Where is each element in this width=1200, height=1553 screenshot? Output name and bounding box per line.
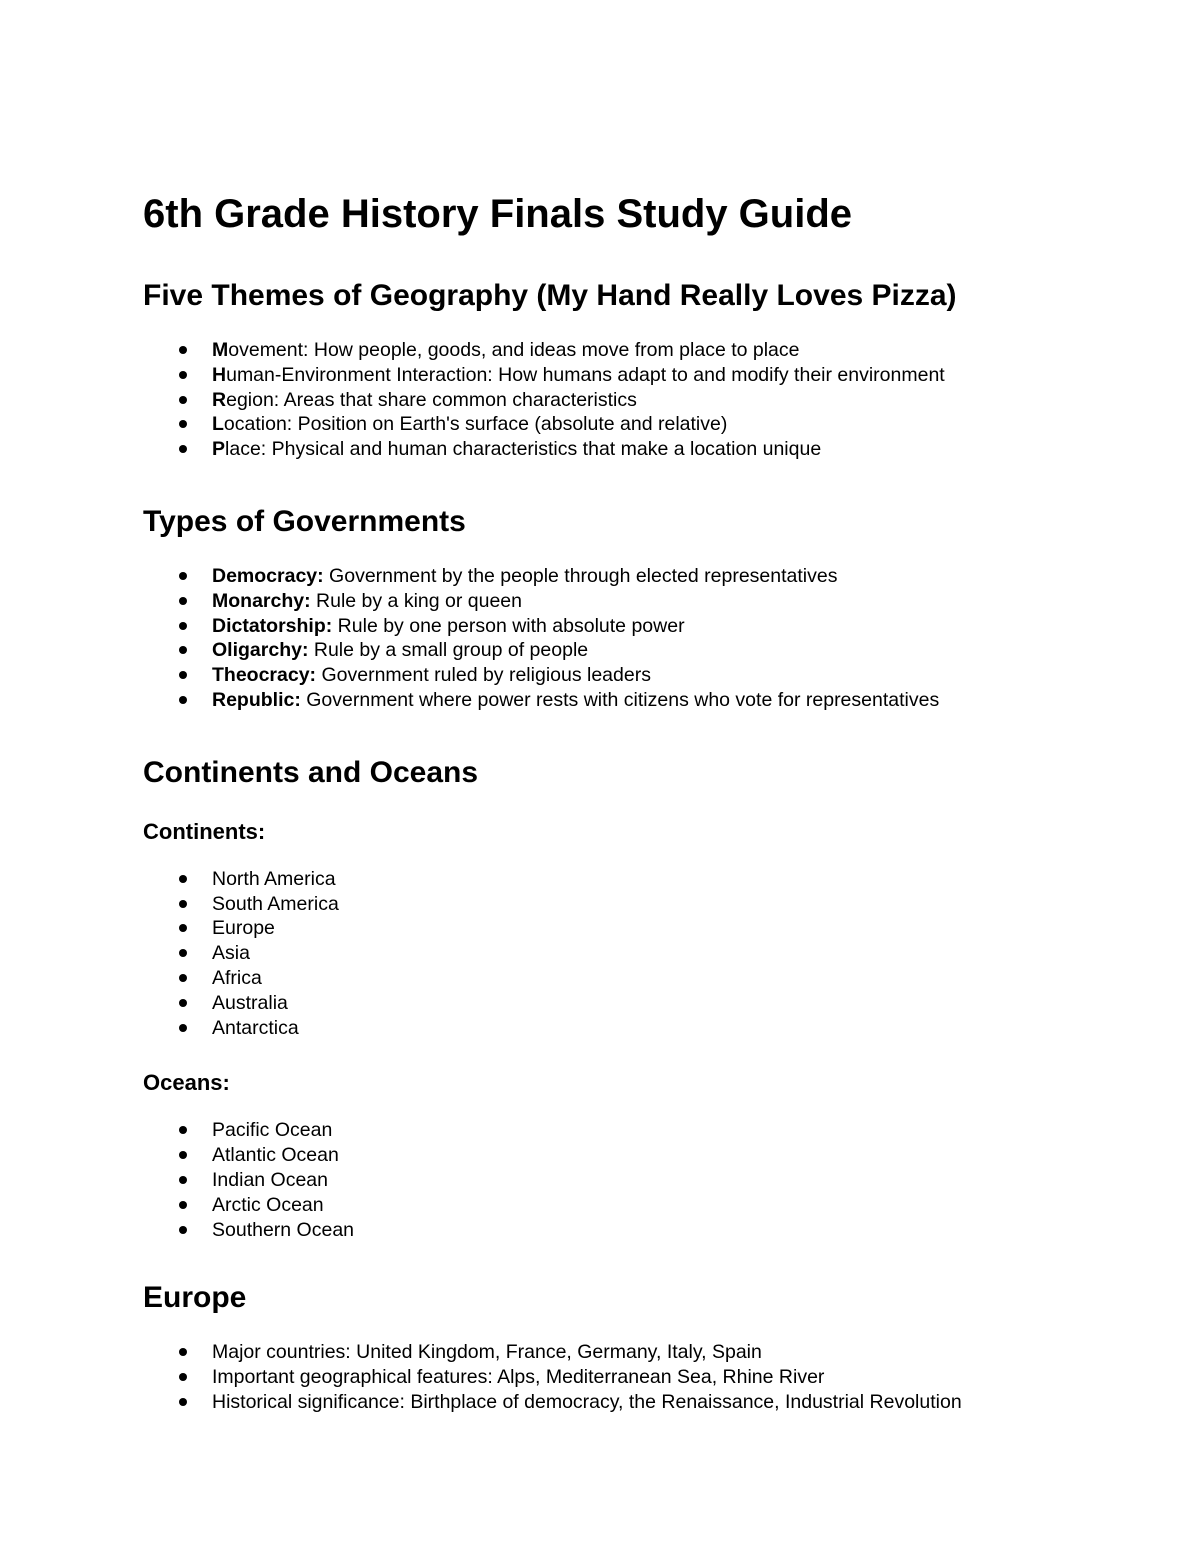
list-item: Oligarchy: Rule by a small group of people: [143, 638, 1143, 663]
bullet-icon: [179, 671, 187, 679]
bullet-icon: [179, 1024, 187, 1032]
bullet-icon: [179, 420, 187, 428]
list-item: Important geographical features: Alps, Mediterranean Sea, Rhine River: [143, 1365, 1143, 1390]
section-heading-continents-oceans: Continents and Oceans: [143, 755, 479, 789]
continents-list: [143, 867, 1143, 1041]
bullet-icon: [179, 1348, 187, 1356]
bullet-icon: [179, 1373, 187, 1381]
oceans-list: [143, 1118, 1143, 1242]
list-item: Pacific Ocean: [143, 1118, 1143, 1143]
list-item: Republic: Government where power rests with citizens who vote for representatives: [143, 688, 1143, 713]
list-item: Australia: [143, 991, 1143, 1016]
bullet-icon: [179, 1398, 187, 1406]
bullet-icon: [179, 572, 187, 580]
page-title: 6th Grade History Finals Study Guide: [143, 192, 853, 236]
europe-list: [143, 1340, 1143, 1414]
bullet-icon: [179, 346, 187, 354]
bullet-icon: [179, 1176, 187, 1184]
bullet-icon: [179, 1226, 187, 1234]
bullet-icon: [179, 1126, 187, 1134]
list-item: Human-Environment Interaction: How humans adapt to and modify their environment: [143, 363, 1143, 388]
list-item: Democracy: Government by the people through elected representatives: [143, 564, 1143, 589]
bullet-icon: [179, 974, 187, 982]
geography-themes-list: [143, 338, 1143, 462]
bullet-icon: [179, 900, 187, 908]
list-item: Africa: [143, 966, 1143, 991]
bullet-icon: [179, 696, 187, 704]
list-item: Indian Ocean: [143, 1168, 1143, 1193]
bullet-icon: [179, 396, 187, 404]
list-item: Region: Areas that share common characteristics: [143, 388, 1143, 413]
list-item: Europe: [143, 916, 1143, 941]
list-item: Monarchy: Rule by a king or queen: [143, 589, 1143, 614]
list-item: Arctic Ocean: [143, 1193, 1143, 1218]
bullet-icon: [179, 1151, 187, 1159]
document-page: [143, 188, 1143, 1415]
list-item: Movement: How people, goods, and ideas move from place to place: [143, 338, 1143, 363]
section-heading-europe: Europe: [143, 1281, 247, 1315]
bullet-icon: [179, 949, 187, 957]
list-item: Major countries: United Kingdom, France, Germany, Italy, Spain: [143, 1340, 1143, 1365]
governments-list: [143, 564, 1143, 713]
bullet-icon: [179, 445, 187, 453]
list-item: Antarctica: [143, 1016, 1143, 1041]
bullet-icon: [179, 646, 187, 654]
subheading-continents: Continents:: [143, 818, 266, 844]
subheading-oceans: Oceans:: [143, 1070, 230, 1096]
section-heading-governments: Types of Governments: [143, 504, 466, 538]
bullet-icon: [179, 371, 187, 379]
list-item: Dictatorship: Rule by one person with absolute power: [143, 614, 1143, 639]
list-item: Atlantic Ocean: [143, 1143, 1143, 1168]
list-item: North America: [143, 867, 1143, 892]
bullet-icon: [179, 875, 187, 883]
list-item: Southern Ocean: [143, 1218, 1143, 1243]
bullet-icon: [179, 597, 187, 605]
list-item: Theocracy: Government ruled by religious leaders: [143, 663, 1143, 688]
list-item: Asia: [143, 941, 1143, 966]
list-item: Place: Physical and human characteristics that make a location unique: [143, 437, 1143, 462]
bullet-icon: [179, 999, 187, 1007]
bullet-icon: [179, 1201, 187, 1209]
list-item: Historical significance: Birthplace of democracy, the Renaissance, Industrial Revolution: [143, 1390, 1143, 1415]
bullet-icon: [179, 924, 187, 932]
section-heading-geography: Five Themes of Geography (My Hand Really Loves Pizza): [143, 279, 957, 312]
list-item: South America: [143, 892, 1143, 917]
bullet-icon: [179, 622, 187, 630]
list-item: Location: Position on Earth's surface (absolute and relative): [143, 412, 1143, 437]
